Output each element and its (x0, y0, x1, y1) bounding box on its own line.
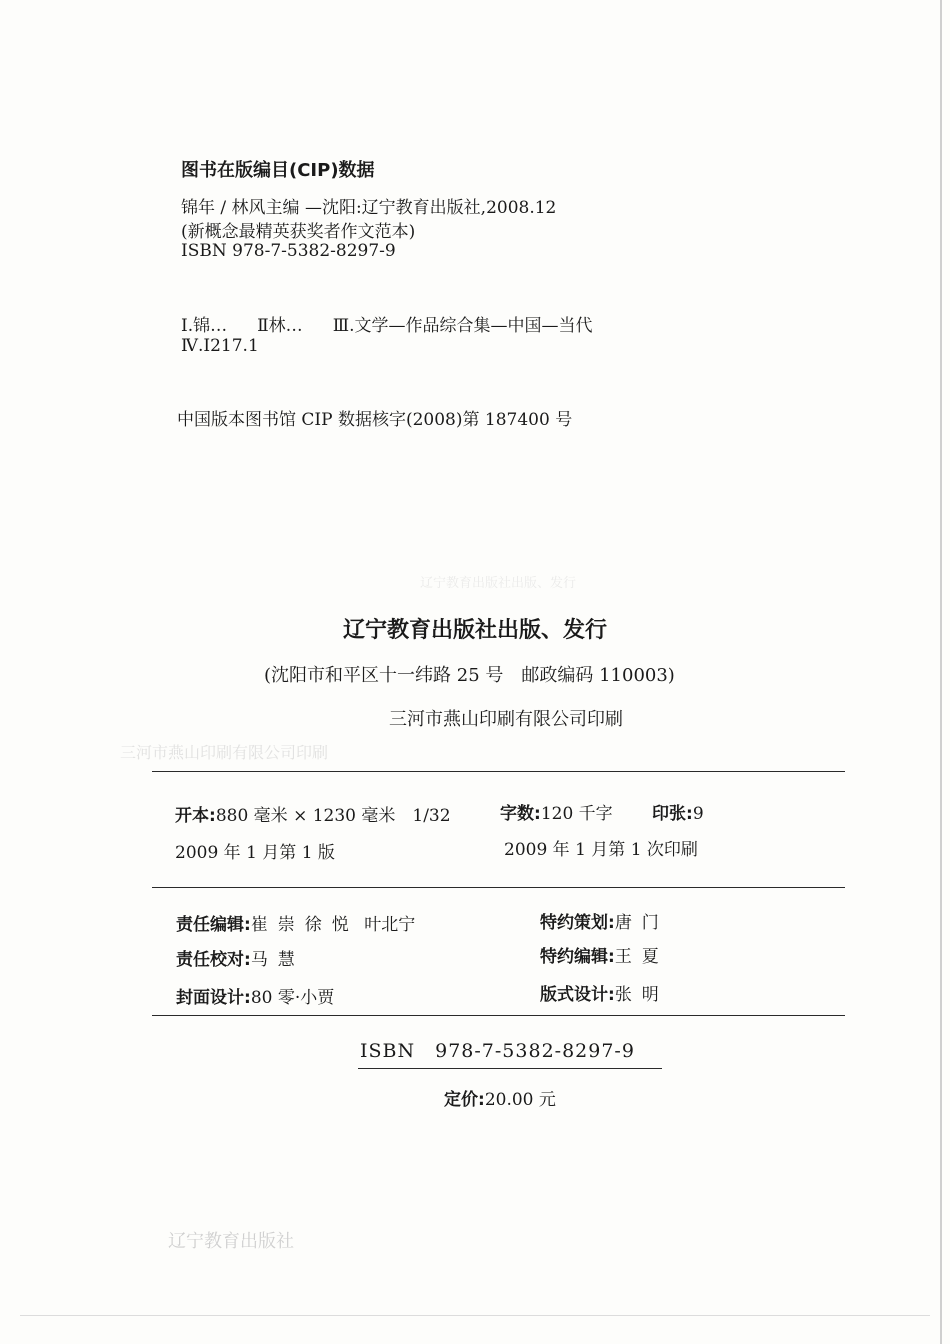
cover-label: 封面设计: (176, 988, 251, 1008)
credit-proofreader (176, 945, 305, 970)
planner-label: 特约策划: (540, 913, 615, 933)
cip-classification-number: Ⅳ.I217.1 (181, 336, 259, 356)
credit-special-editor (540, 942, 669, 967)
cip-record-number: 中国版本图书馆 CIP 数据核字(2008)第 187400 号 (177, 410, 573, 430)
bleed-through-text-mid: 三河市燕山印刷有限公司印刷 (120, 743, 329, 762)
words-label: 字数: (500, 804, 541, 824)
divider-middle (152, 887, 845, 888)
publisher-name: 辽宁教育出版社出版、发行 (342, 618, 607, 643)
sheets-label: 印张: (652, 804, 693, 824)
proof-value: 马慧 (250, 950, 305, 970)
bleed-through-text-bottom: 辽宁教育出版社 (168, 1231, 294, 1252)
layout-label: 版式设计: (540, 985, 615, 1005)
speditor-label: 特约编辑: (540, 947, 615, 967)
cover-value: 80 零·小贾 (250, 988, 335, 1008)
format-label: 开本: (175, 806, 216, 826)
classification-2: Ⅱ林… (257, 316, 303, 336)
editor-extra: 叶北宁 (364, 915, 416, 935)
words-value: 120 千字 (540, 804, 613, 824)
page-edge-bottom (20, 1315, 930, 1316)
publisher-address: (沈阳市和平区十一纬路 25 号 邮政编码 110003) (264, 665, 675, 686)
spec-word-count (500, 799, 613, 824)
divider-bottom (152, 1015, 845, 1016)
credit-special-planner (540, 908, 669, 933)
cip-title: 图书在版编目(CIP)数据 (181, 160, 375, 181)
spec-printing: 2009 年 1 月第 1 次印刷 (504, 840, 698, 860)
spec-format (175, 801, 451, 826)
price-value: 20.00 元 (484, 1090, 556, 1110)
speditor-value: 王夏 (614, 947, 669, 967)
price (444, 1085, 556, 1110)
credit-responsible-editor (176, 910, 415, 935)
layout-value: 张明 (614, 985, 669, 1005)
isbn-number: ISBN 978-7-5382-8297-9 (360, 1040, 635, 1062)
proof-label: 责任校对: (176, 950, 251, 970)
cip-series-line: (新概念最精英获奖者作文范本) (181, 222, 416, 242)
credit-cover-design (176, 983, 334, 1008)
bleed-through-text-top: 辽宁教育出版社出版、发行 (420, 576, 577, 591)
planner-value: 唐门 (614, 913, 669, 933)
cip-title-line: 锦年 / 林风主编 —沈阳:辽宁教育出版社,2008.12 (181, 198, 557, 218)
classification-3: Ⅲ.文学—作品综合集—中国—当代 (332, 316, 593, 336)
divider-top (152, 771, 845, 772)
price-label: 定价: (444, 1090, 485, 1110)
cip-classification-line (181, 311, 623, 336)
credit-layout-design (540, 980, 669, 1005)
spec-edition: 2009 年 1 月第 1 版 (175, 843, 335, 863)
printer-name: 三河市燕山印刷有限公司印刷 (389, 709, 623, 730)
isbn-underline (358, 1068, 662, 1069)
cip-isbn-line: ISBN 978-7-5382-8297-9 (181, 241, 396, 261)
page-edge-right (940, 0, 942, 1344)
sheets-value: 9 (692, 804, 704, 824)
editor-value: 崔崇徐悦 (250, 915, 359, 935)
classification-1: Ⅰ.锦… (181, 316, 228, 336)
format-value: 880 毫米 × 1230 毫米 1/32 (215, 806, 451, 826)
editor-label: 责任编辑: (176, 915, 251, 935)
spec-print-sheets (652, 799, 704, 824)
